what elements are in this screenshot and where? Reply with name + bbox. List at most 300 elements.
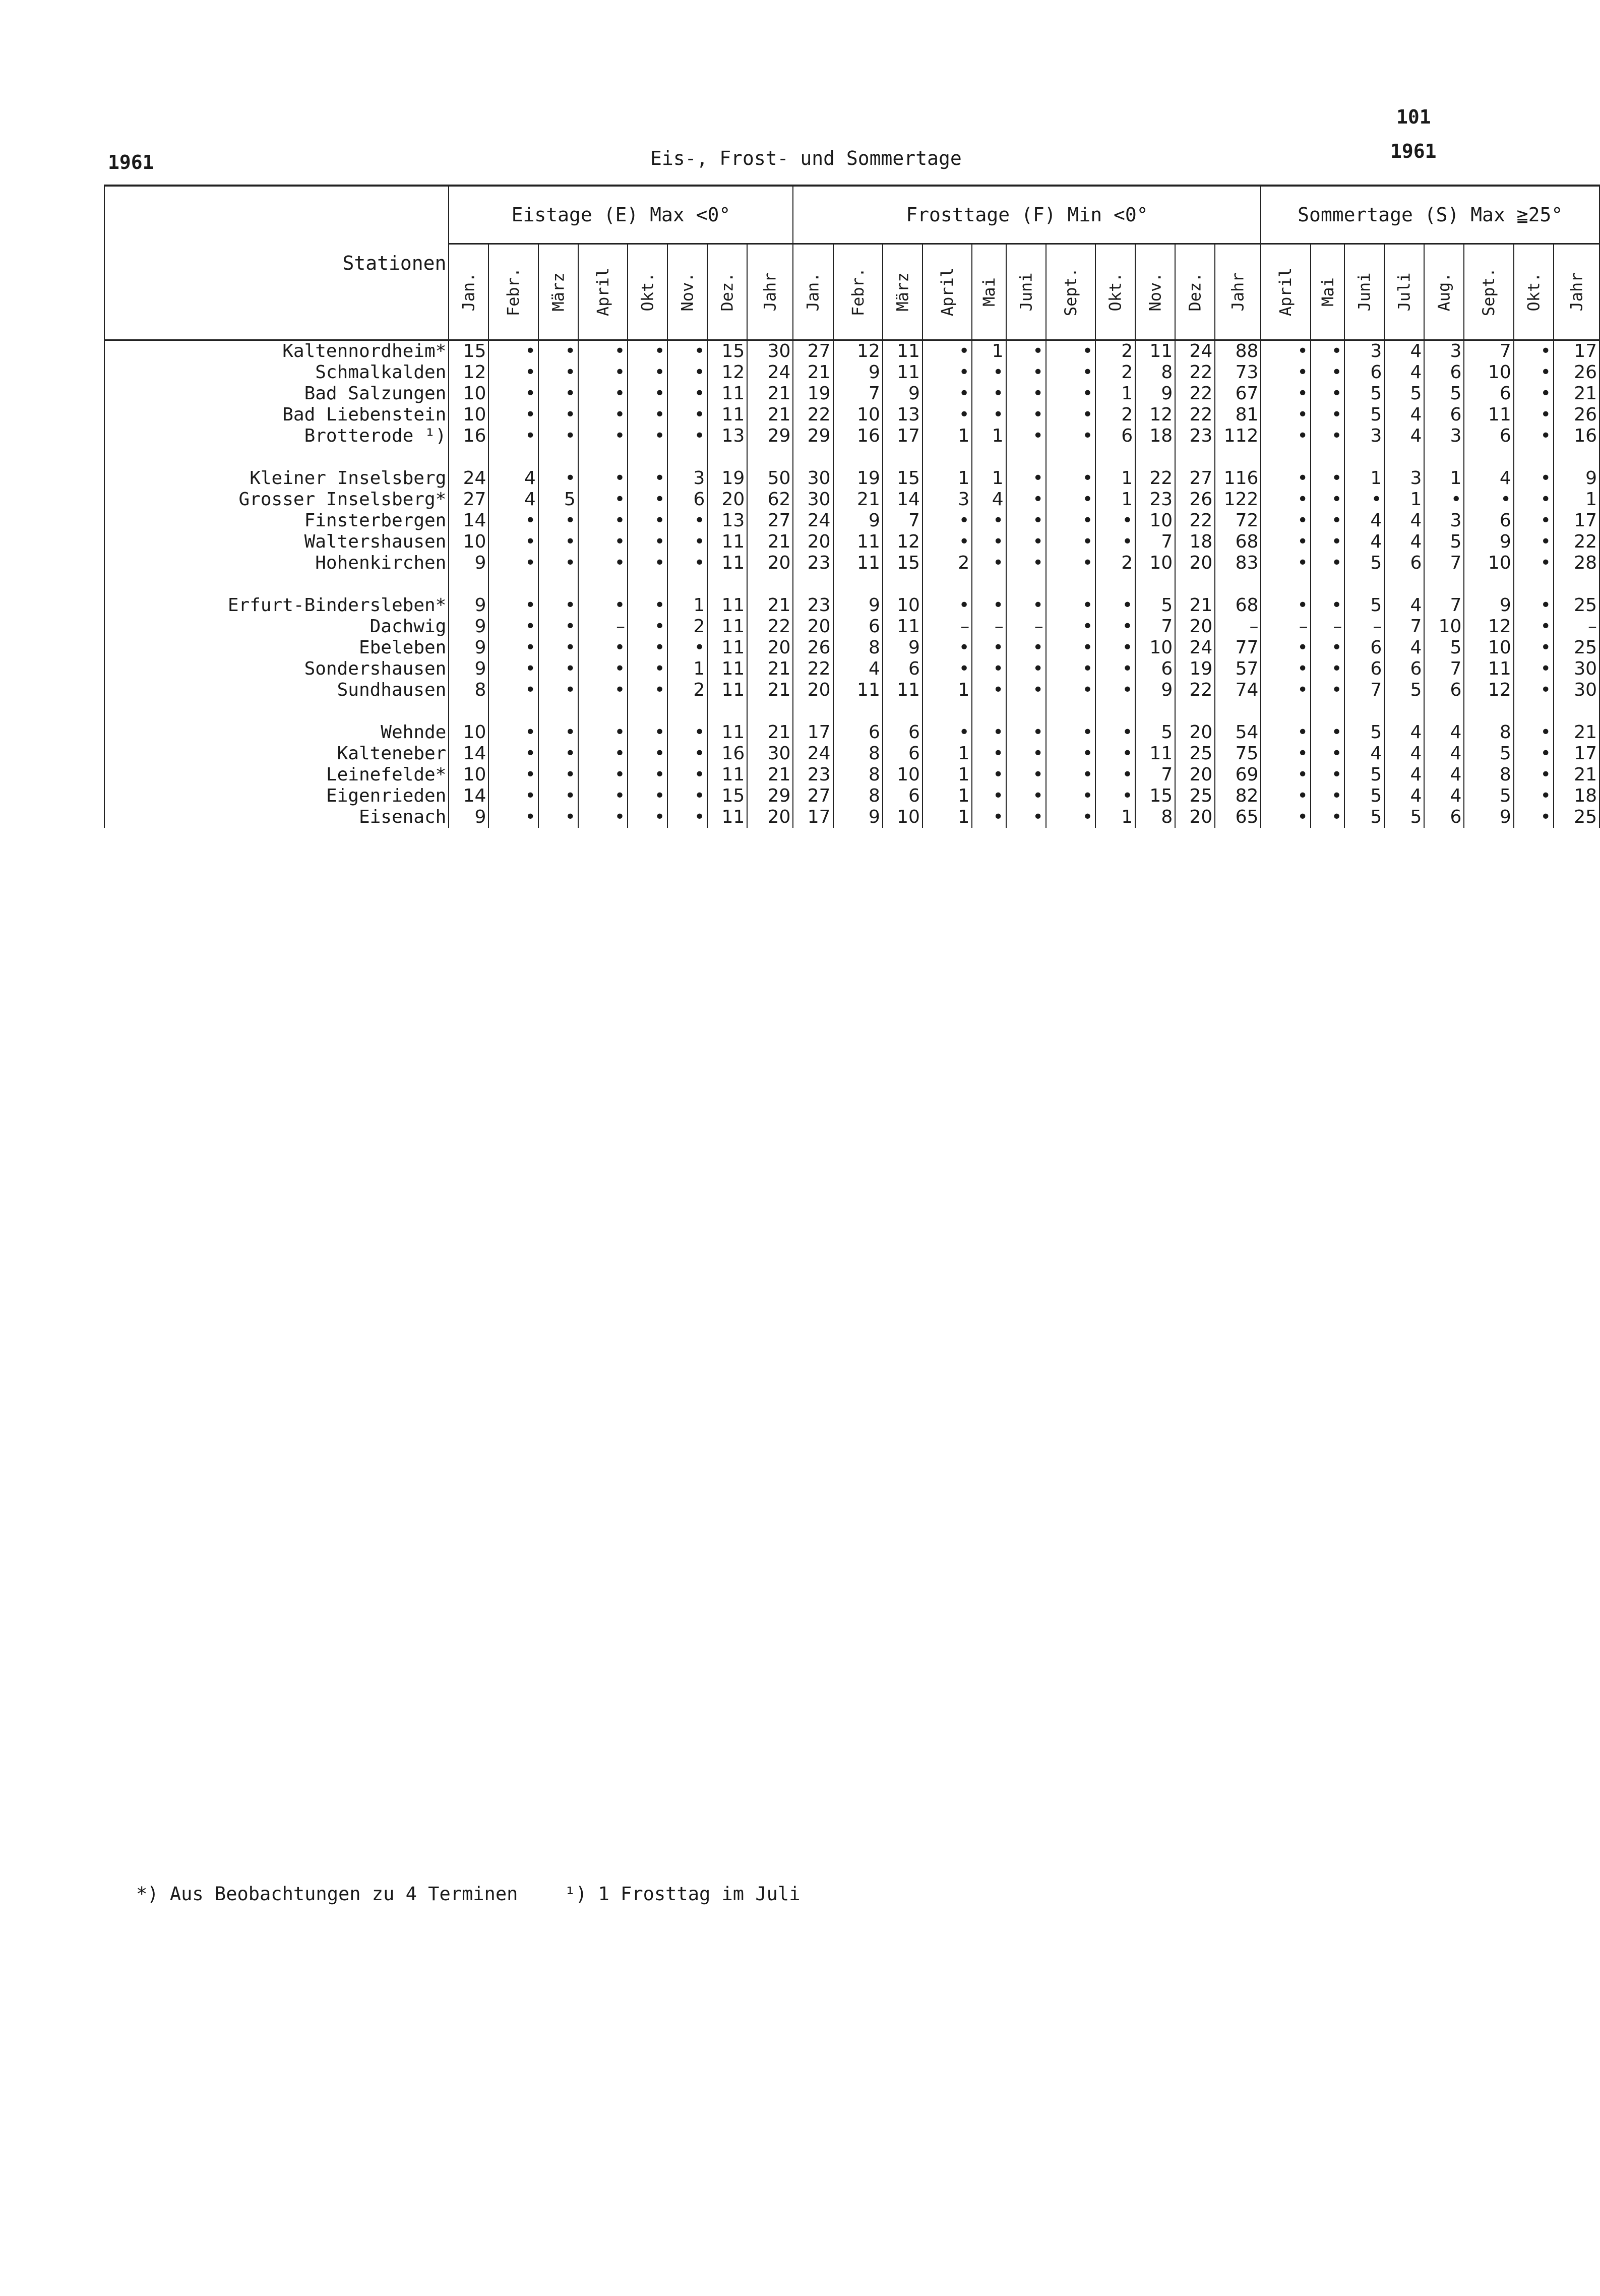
value-cell: 19 [793, 383, 833, 404]
value-cell: • [578, 468, 628, 489]
value-cell: • [1261, 404, 1310, 426]
month-header [1175, 244, 1215, 340]
value-cell: 11 [833, 680, 883, 701]
value-cell: 20 [1175, 722, 1215, 743]
value-cell: 16 [833, 426, 883, 447]
table-row [104, 722, 1599, 743]
value-cell: 6 [1424, 807, 1464, 828]
value-cell: • [1514, 404, 1554, 426]
value-cell: 11 [707, 658, 747, 680]
year-total-header [1554, 244, 1599, 340]
spacer-cell [747, 701, 793, 722]
value-cell: • [922, 510, 972, 531]
value-cell: • [538, 468, 578, 489]
value-cell: • [628, 340, 667, 362]
month-header [1095, 244, 1135, 340]
value-cell: • [488, 807, 538, 828]
value-cell: • [1311, 510, 1344, 531]
spacer-cell [1135, 447, 1175, 468]
year-total-cell: 20 [747, 637, 793, 658]
value-cell: • [972, 404, 1006, 426]
value-cell: 1 [972, 426, 1006, 447]
value-cell: 5 [1424, 637, 1464, 658]
value-cell: 23 [1135, 489, 1175, 510]
value-cell: 2 [1095, 553, 1135, 574]
value-cell: 6 [1384, 553, 1424, 574]
spacer-cell [1554, 447, 1599, 468]
value-cell: 2 [922, 553, 972, 574]
spacer-cell [1311, 447, 1344, 468]
value-cell: 11 [707, 595, 747, 616]
month-header [707, 244, 747, 340]
value-cell: • [1514, 362, 1554, 383]
year-total-cell: 9 [1554, 468, 1599, 489]
value-cell: 1 [922, 468, 972, 489]
value-cell: • [1514, 743, 1554, 764]
value-cell: 20 [793, 616, 833, 637]
month-header [449, 244, 488, 340]
spacer-cell [1261, 701, 1310, 722]
value-cell: 23 [793, 595, 833, 616]
value-cell: 14 [449, 743, 488, 764]
value-cell: 4 [1424, 722, 1464, 743]
value-cell: 15 [707, 786, 747, 807]
value-cell: 7 [1464, 340, 1513, 362]
value-cell: 20 [793, 531, 833, 553]
year-total-cell: 28 [1554, 553, 1599, 574]
year-total-cell: – [1554, 616, 1599, 637]
value-cell: 10 [449, 404, 488, 426]
value-cell: • [1514, 426, 1554, 447]
month-label: Dez. [1185, 272, 1205, 312]
value-cell: • [1261, 743, 1310, 764]
year-total-cell: 25 [1554, 637, 1599, 658]
value-cell: 1 [1384, 489, 1424, 510]
value-cell: 1 [922, 807, 972, 828]
station-name: Kalteneber [104, 743, 449, 764]
value-cell: • [578, 426, 628, 447]
value-cell: 8 [449, 680, 488, 701]
year-total-cell: 57 [1215, 658, 1261, 680]
value-cell: • [1006, 531, 1046, 553]
value-cell: • [578, 680, 628, 701]
value-cell: 6 [1095, 426, 1135, 447]
value-cell: 11 [707, 383, 747, 404]
value-cell: • [1095, 743, 1135, 764]
value-cell: • [628, 786, 667, 807]
year-total-cell: 73 [1215, 362, 1261, 383]
value-cell: 20 [793, 680, 833, 701]
value-cell: 7 [1384, 616, 1424, 637]
value-cell: 11 [1464, 404, 1513, 426]
station-name: Waltershausen [104, 531, 449, 553]
value-cell: – [972, 616, 1006, 637]
value-cell: 10 [1464, 362, 1513, 383]
value-cell: 10 [1135, 637, 1175, 658]
month-label: April [1276, 267, 1296, 317]
value-cell: 9 [833, 510, 883, 531]
value-cell: • [1095, 680, 1135, 701]
value-cell: 4 [1384, 362, 1424, 383]
value-cell: • [1514, 595, 1554, 616]
year-total-cell: 75 [1215, 743, 1261, 764]
value-cell: • [578, 362, 628, 383]
year-total-cell: 21 [1554, 383, 1599, 404]
value-cell: • [1006, 658, 1046, 680]
value-cell: • [1311, 531, 1344, 553]
spacer-cell [1514, 574, 1554, 595]
value-cell: • [1311, 383, 1344, 404]
value-cell: 6 [1344, 362, 1384, 383]
value-cell: • [1261, 722, 1310, 743]
month-header [793, 244, 833, 340]
value-cell: • [1095, 595, 1135, 616]
month-label: April [938, 267, 957, 317]
value-cell: 5 [1135, 595, 1175, 616]
spacer-cell [747, 447, 793, 468]
value-cell: • [1261, 383, 1310, 404]
value-cell: 6 [1344, 658, 1384, 680]
value-cell: • [1261, 595, 1310, 616]
value-cell: • [1311, 764, 1344, 786]
value-cell: 17 [793, 722, 833, 743]
spacer-cell [488, 701, 538, 722]
value-cell: • [538, 722, 578, 743]
value-cell: 4 [1384, 510, 1424, 531]
spacer-cell [1554, 701, 1599, 722]
value-cell: 7 [883, 510, 922, 531]
value-cell: 9 [1464, 595, 1513, 616]
value-cell: • [922, 722, 972, 743]
spacer-cell [104, 574, 449, 595]
value-cell: • [1095, 786, 1135, 807]
year-total-cell: 17 [1554, 340, 1599, 362]
value-cell: • [1261, 637, 1310, 658]
table-row [104, 362, 1599, 383]
spacer-cell [1215, 447, 1261, 468]
value-cell: 10 [883, 807, 922, 828]
year-total-label: Jahr [1228, 272, 1248, 312]
value-cell: • [1046, 786, 1095, 807]
spacer-cell [1175, 574, 1215, 595]
value-cell: 10 [449, 383, 488, 404]
year-total-cell: 82 [1215, 786, 1261, 807]
value-cell: • [538, 786, 578, 807]
year-total-cell: 20 [747, 807, 793, 828]
value-cell: 1 [972, 468, 1006, 489]
value-cell: • [972, 595, 1006, 616]
year-total-cell: 21 [1554, 764, 1599, 786]
value-cell: • [488, 426, 538, 447]
value-cell: • [628, 510, 667, 531]
month-header [1006, 244, 1046, 340]
spacer-cell [922, 701, 972, 722]
value-cell: • [488, 743, 538, 764]
spacer-cell [1424, 447, 1464, 468]
year-total-cell: 30 [1554, 658, 1599, 680]
value-cell: • [972, 362, 1006, 383]
spacer-cell [1006, 701, 1046, 722]
value-cell: 11 [707, 680, 747, 701]
spacer-cell [449, 701, 488, 722]
value-cell: 4 [1384, 340, 1424, 362]
spacer-cell [1384, 574, 1424, 595]
value-cell: 12 [833, 340, 883, 362]
value-cell: • [667, 637, 707, 658]
station-name: Ebeleben [104, 637, 449, 658]
year-total-cell: 30 [747, 340, 793, 362]
value-cell: • [538, 553, 578, 574]
value-cell: • [1006, 340, 1046, 362]
value-cell: 4 [1424, 743, 1464, 764]
year-total-cell: 29 [747, 426, 793, 447]
spacer-cell [922, 447, 972, 468]
value-cell: • [1006, 680, 1046, 701]
month-label: Sept. [1479, 267, 1499, 317]
value-cell: • [538, 340, 578, 362]
value-cell: • [1095, 722, 1135, 743]
value-cell: • [628, 595, 667, 616]
spacer-cell [1095, 447, 1135, 468]
value-cell: 11 [883, 340, 922, 362]
value-cell: 6 [1464, 383, 1513, 404]
value-cell: • [667, 807, 707, 828]
value-cell: • [1311, 637, 1344, 658]
value-cell: 17 [793, 807, 833, 828]
value-cell: • [1514, 510, 1554, 531]
value-cell: 10 [1464, 553, 1513, 574]
station-name: Eisenach [104, 807, 449, 828]
value-cell: • [1514, 680, 1554, 701]
value-cell: • [488, 383, 538, 404]
value-cell: 10 [1135, 553, 1175, 574]
month-header [538, 244, 578, 340]
value-cell: 5 [1344, 722, 1384, 743]
value-cell: 5 [1384, 807, 1424, 828]
value-cell: 24 [1175, 637, 1215, 658]
year-total-cell: 17 [1554, 743, 1599, 764]
month-header [972, 244, 1006, 340]
value-cell: 9 [449, 553, 488, 574]
value-cell: 16 [707, 743, 747, 764]
value-cell: • [922, 595, 972, 616]
value-cell: 10 [883, 764, 922, 786]
value-cell: • [667, 743, 707, 764]
value-cell: 21 [793, 362, 833, 383]
value-cell: 22 [793, 404, 833, 426]
value-cell: 8 [1135, 807, 1175, 828]
spacer-cell [1175, 701, 1215, 722]
value-cell: 10 [449, 722, 488, 743]
value-cell: • [1046, 510, 1095, 531]
value-cell: • [578, 383, 628, 404]
block-spacer [104, 574, 1599, 595]
footnote-one: ¹) 1 Frosttag im Juli [564, 1883, 801, 1905]
value-cell: • [1311, 404, 1344, 426]
value-cell: 6 [667, 489, 707, 510]
value-cell: • [922, 362, 972, 383]
year-total-cell: 21 [747, 404, 793, 426]
spacer-cell [449, 447, 488, 468]
block-spacer [104, 447, 1599, 468]
value-cell: • [1006, 362, 1046, 383]
spacer-cell [1464, 447, 1513, 468]
value-cell: 5 [1464, 743, 1513, 764]
value-cell: • [1311, 658, 1344, 680]
value-cell: 18 [1135, 426, 1175, 447]
value-cell: 1 [922, 786, 972, 807]
value-cell: • [1514, 531, 1554, 553]
value-cell: • [578, 807, 628, 828]
month-header [922, 244, 972, 340]
year-total-header [1215, 244, 1261, 340]
value-cell: 6 [1384, 658, 1424, 680]
spacer-cell [1215, 701, 1261, 722]
value-cell: • [972, 680, 1006, 701]
year-total-cell: 116 [1215, 468, 1261, 489]
value-cell: • [972, 553, 1006, 574]
spacer-cell [1384, 701, 1424, 722]
year-total-cell: 25 [1554, 595, 1599, 616]
value-cell: • [1261, 764, 1310, 786]
value-cell: 5 [1384, 383, 1424, 404]
value-cell: 15 [1135, 786, 1175, 807]
value-cell: 27 [449, 489, 488, 510]
year-total-cell: 21 [747, 658, 793, 680]
value-cell: • [1514, 468, 1554, 489]
value-cell: 27 [1175, 468, 1215, 489]
table-row [104, 680, 1599, 701]
page-number: 101 [1396, 106, 1431, 128]
year-total-cell: 50 [747, 468, 793, 489]
value-cell: 5 [1344, 764, 1384, 786]
station-name: Leinefelde* [104, 764, 449, 786]
value-cell: 30 [793, 468, 833, 489]
value-cell: 22 [1175, 383, 1215, 404]
table-row [104, 404, 1599, 426]
value-cell: 1 [1344, 468, 1384, 489]
value-cell: 5 [1464, 786, 1513, 807]
month-label: Nov. [678, 272, 697, 312]
value-cell: • [1261, 489, 1310, 510]
value-cell: • [538, 510, 578, 531]
value-cell: 3 [1424, 340, 1464, 362]
year-total-cell: 22 [747, 616, 793, 637]
year-total-cell: 77 [1215, 637, 1261, 658]
frost-days-table-container [104, 185, 1600, 828]
year-total-cell: 83 [1215, 553, 1261, 574]
month-label: April [593, 267, 612, 317]
value-cell: 5 [1344, 553, 1384, 574]
spacer-cell [883, 701, 922, 722]
value-cell: • [972, 510, 1006, 531]
table-row [104, 595, 1599, 616]
month-label: Aug. [1434, 272, 1454, 312]
station-name: Wehnde [104, 722, 449, 743]
value-cell: 5 [1424, 531, 1464, 553]
value-cell: • [922, 404, 972, 426]
value-cell: • [1514, 637, 1554, 658]
spacer-cell [833, 574, 883, 595]
value-cell: 5 [1424, 383, 1464, 404]
value-cell: 15 [449, 340, 488, 362]
month-label: Nov. [1145, 272, 1165, 312]
value-cell: 6 [1424, 362, 1464, 383]
station-name: Bad Salzungen [104, 383, 449, 404]
value-cell: – [1006, 616, 1046, 637]
value-cell: 4 [1464, 468, 1513, 489]
spacer-cell [1135, 574, 1175, 595]
value-cell: • [1006, 807, 1046, 828]
value-cell: • [488, 531, 538, 553]
value-cell: 4 [1384, 764, 1424, 786]
value-cell: 22 [1175, 680, 1215, 701]
spacer-cell [1006, 574, 1046, 595]
value-cell: 6 [883, 658, 922, 680]
value-cell: • [578, 531, 628, 553]
value-cell: 1 [1424, 468, 1464, 489]
value-cell: 11 [707, 764, 747, 786]
value-cell: 4 [1384, 786, 1424, 807]
value-cell: • [1046, 658, 1095, 680]
value-cell: • [1261, 510, 1310, 531]
value-cell: 5 [1344, 786, 1384, 807]
value-cell: 7 [833, 383, 883, 404]
value-cell: 27 [793, 340, 833, 362]
spacer-cell [707, 701, 747, 722]
frost-days-table [104, 185, 1600, 828]
spacer-cell [707, 447, 747, 468]
value-cell: 12 [1135, 404, 1175, 426]
value-cell: • [1514, 764, 1554, 786]
month-header [1135, 244, 1175, 340]
spacer-cell [1046, 574, 1095, 595]
value-cell: 11 [707, 531, 747, 553]
value-cell: • [1006, 764, 1046, 786]
spacer-cell [707, 574, 747, 595]
month-label: Okt. [1105, 272, 1125, 312]
value-cell: • [1046, 489, 1095, 510]
station-name: Erfurt-Bindersleben* [104, 595, 449, 616]
value-cell: • [922, 531, 972, 553]
value-cell: • [1311, 722, 1344, 743]
value-cell: • [1514, 340, 1554, 362]
year-total-cell: 21 [747, 383, 793, 404]
year-total-cell: 18 [1554, 786, 1599, 807]
value-cell: 11 [833, 531, 883, 553]
value-cell: • [667, 404, 707, 426]
value-cell: • [667, 340, 707, 362]
value-cell: 3 [1344, 426, 1384, 447]
table-row [104, 340, 1599, 362]
station-name: Schmalkalden [104, 362, 449, 383]
value-cell: • [972, 807, 1006, 828]
value-cell: 1 [667, 658, 707, 680]
value-cell: • [1311, 786, 1344, 807]
value-cell: • [922, 658, 972, 680]
value-cell: 8 [833, 743, 883, 764]
value-cell: 14 [883, 489, 922, 510]
spacer-cell [578, 574, 628, 595]
value-cell: • [628, 807, 667, 828]
table-row [104, 764, 1599, 786]
value-cell: 10 [883, 595, 922, 616]
spacer-cell [1464, 701, 1513, 722]
value-cell: • [1311, 340, 1344, 362]
spacer-cell [1046, 447, 1095, 468]
value-cell: 23 [1175, 426, 1215, 447]
table-row [104, 807, 1599, 828]
